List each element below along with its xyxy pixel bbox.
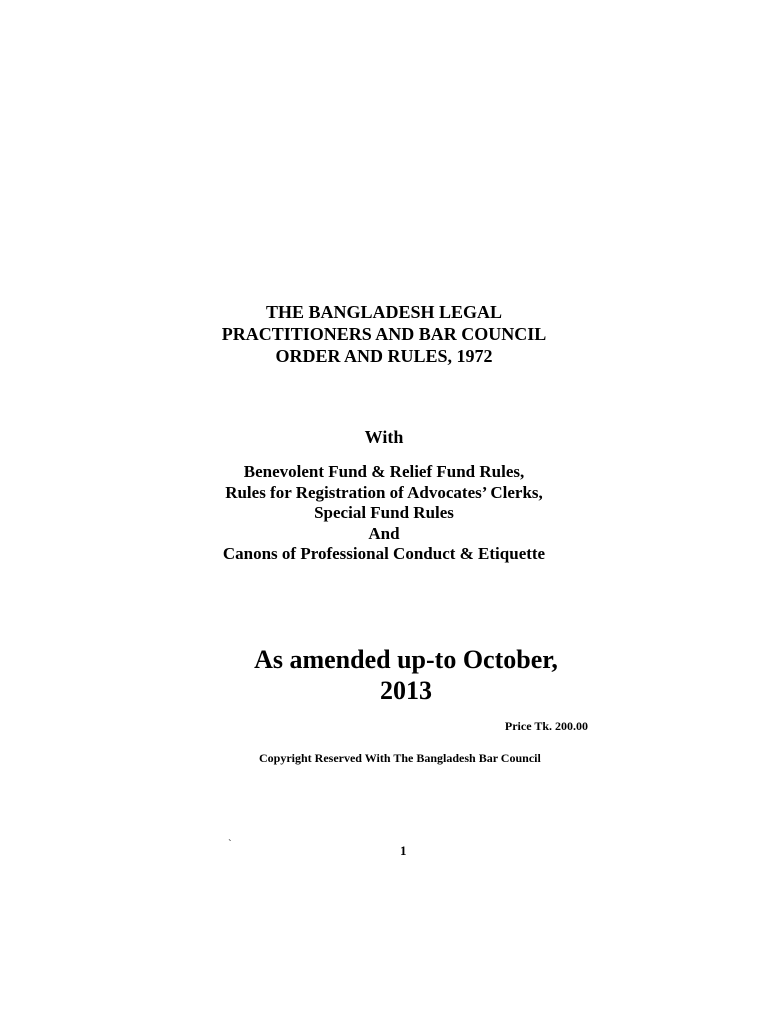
stray-mark: ` xyxy=(228,838,232,850)
included-rules-list xyxy=(0,462,768,565)
title-line: THE BANGLADESH LEGAL xyxy=(265,302,503,322)
copyright-notice: Copyright Reserved With The Bangladesh Bar Council xyxy=(259,751,541,765)
included-rule: Special Fund Rules xyxy=(314,503,454,522)
with-label: With xyxy=(364,427,404,447)
amendment-notice xyxy=(0,644,768,706)
page-number: 1 xyxy=(400,843,407,858)
included-rule: Rules for Registration of Advocates’ Clerks, xyxy=(225,482,543,502)
amendment-year: 2013 xyxy=(380,676,432,705)
title-line: ORDER AND RULES, 1972 xyxy=(275,346,493,366)
included-rule: Benevolent Fund & Relief Fund Rules, xyxy=(243,462,525,481)
included-rule: And xyxy=(368,523,400,543)
price-label: Price Tk. 200.00 xyxy=(504,719,588,733)
title-line: PRACTITIONERS AND BAR COUNCIL xyxy=(221,324,547,344)
included-rule: Canons of Professional Conduct & Etiquette xyxy=(222,544,546,563)
amendment-line: As amended up-to October, xyxy=(254,645,558,674)
document-title xyxy=(0,301,768,367)
